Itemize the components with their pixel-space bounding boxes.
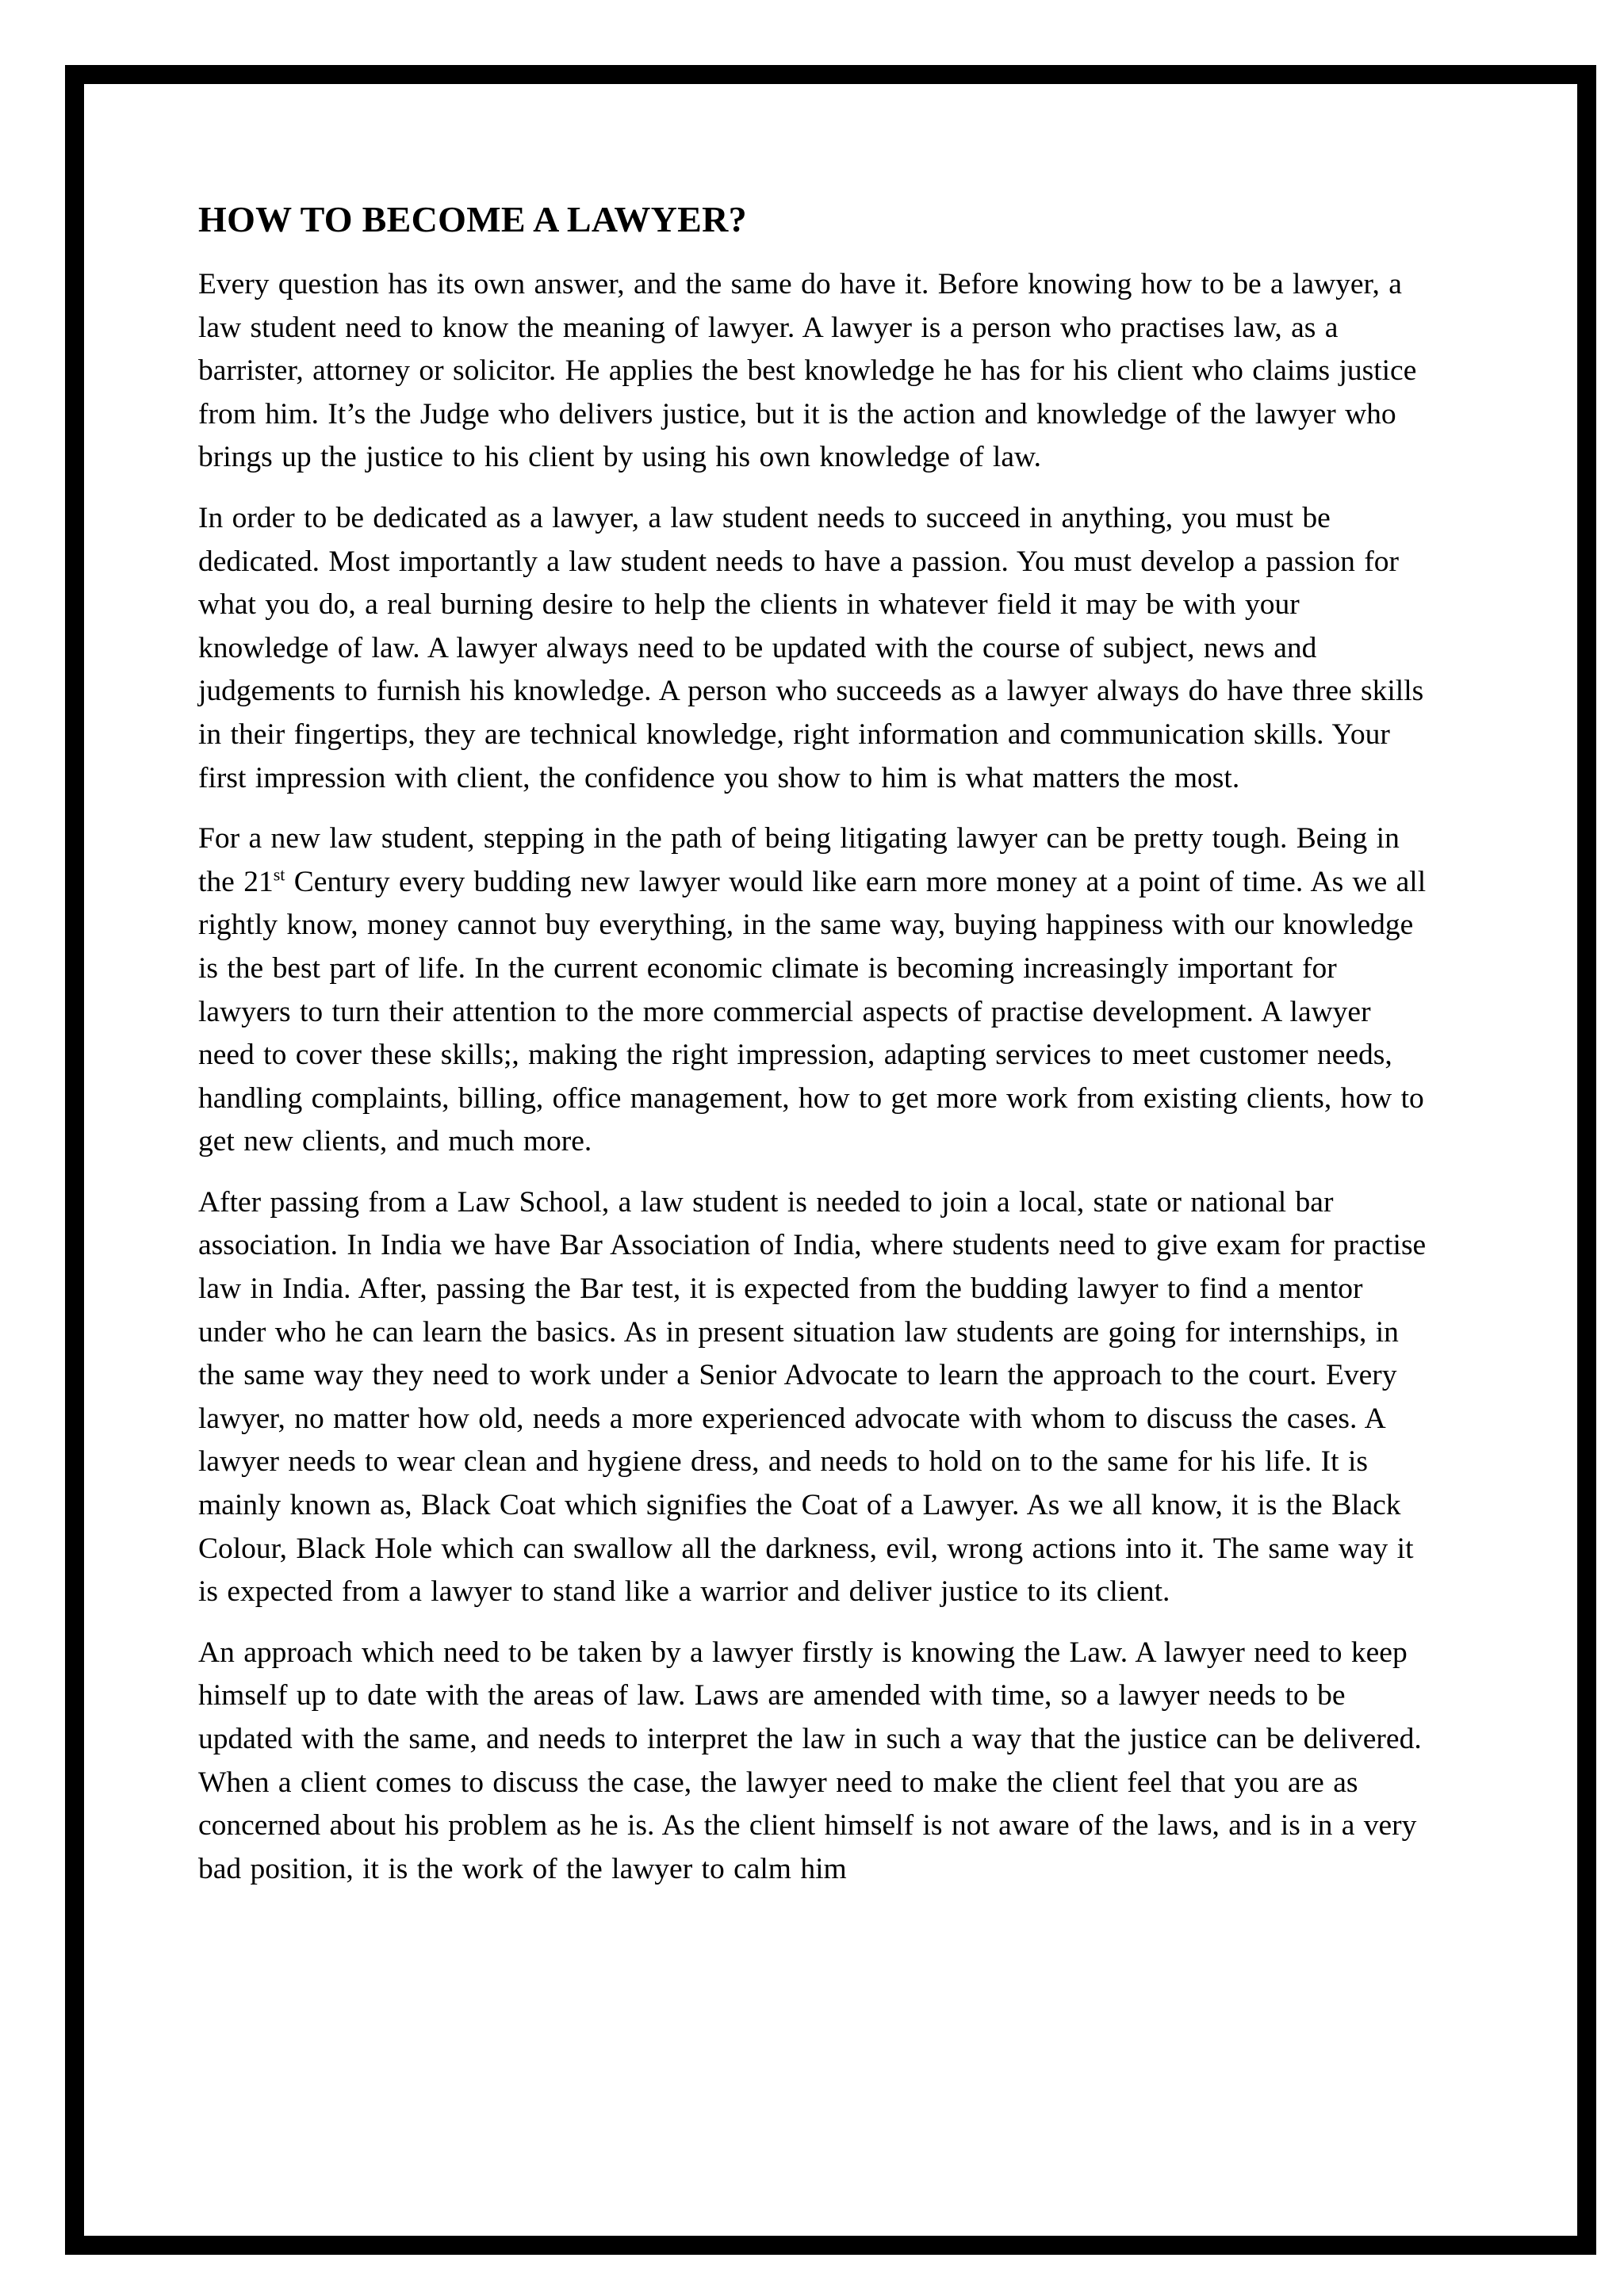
paragraph-2: In order to be dedicated as a lawyer, a law student needs to succeed in anything, you must be dedicated. Most importantly a law student needs to have a passion. You must develop a passion for what you do, a real burning desire to help the clients in whatever field it may be with your knowledge of law. A lawyer always need to be updated with the course of subject, news and judgements to furnish his knowledge. A person who succeeds as a lawyer always do have three skills in their fingertips, they are technical knowledge, right information and communication skills. Your first impression with client, the confidence you show to him is what matters the most. bbox=[198, 501, 1424, 794]
paragraph-4: After passing from a Law School, a law student is needed to join a local, state or national bar association. In India we have Bar Association of India, where students need to give exam for practise law in India. After, passing the Bar test, it is expected from the budding lawyer to find a mentor under who he can learn the basics. As in present situation law students are going for internships, in the same way they need to work under a Senior Advocate to learn the approach to the court. Every lawyer, no matter how old, needs a more experienced advocate with whom to discuss the cases. A lawyer needs to wear clean and hygiene dress, and needs to hold on to the same for his life. It is mainly known as, Black Coat which signifies the Coat of a Lawyer. As we all know, it is the Black Colour, Black Hole which can swallow all the darkness, evil, wrong actions into it. The same way it is expected from a lawyer to stand like a warrior and deliver justice to its client. bbox=[198, 1185, 1427, 1609]
paragraph-5: An approach which need to be taken by a lawyer firstly is knowing the Law. A lawyer need to keep himself up to date with the areas of law. Laws are amended with time, so a lawyer needs to be updated with the same, and needs to interpret the law in such a way that the justice can be delivered. When a client comes to discuss the case, the lawyer need to make the client feel that you are as concerned about his problem as he is. As the client himself is not aware of the laws, and is in a very bad position, it is the work of the lawyer to calm him bbox=[198, 1636, 1422, 1885]
paragraph-3 bbox=[198, 817, 1435, 1164]
paragraph-1: Every question has its own answer, and the same do have it. Before knowing how to be a lawyer, a law student need to know the meaning of lawyer. A lawyer is a person who practises law, as a barrister, attorney or solicitor. He applies the best knowledge he has for his client who claims justice from him. It’s the Judge who delivers justice, but it is the action and knowledge of the lawyer who brings up the justice to his client by using his own knowledge of law. bbox=[198, 268, 1417, 474]
paragraph-3-text-before: For a new law student, stepping in the path of being litigating lawyer can be pretty tough. Being in the 21 bbox=[198, 822, 1400, 898]
ordinal-superscript: st bbox=[273, 864, 285, 885]
paragraph-3-text-after: Century every budding new lawyer would like earn more money at a point of time. As we all rightly know, money cannot buy everything, in the same way, buying happiness with our knowledge is the best part of life. In the current economic climate is becoming increasingly important for lawyers to turn their attention to the more commercial aspects of practise development. A lawyer need to cover these skills;, making the right impression, adapting services to meet customer needs, handling complaints, billing, office management, how to get more work from existing clients, how to get new clients, and much more. bbox=[198, 865, 1427, 1158]
document-body bbox=[198, 197, 1435, 1908]
document-title: HOW TO BECOME A LAWYER? bbox=[198, 199, 747, 239]
